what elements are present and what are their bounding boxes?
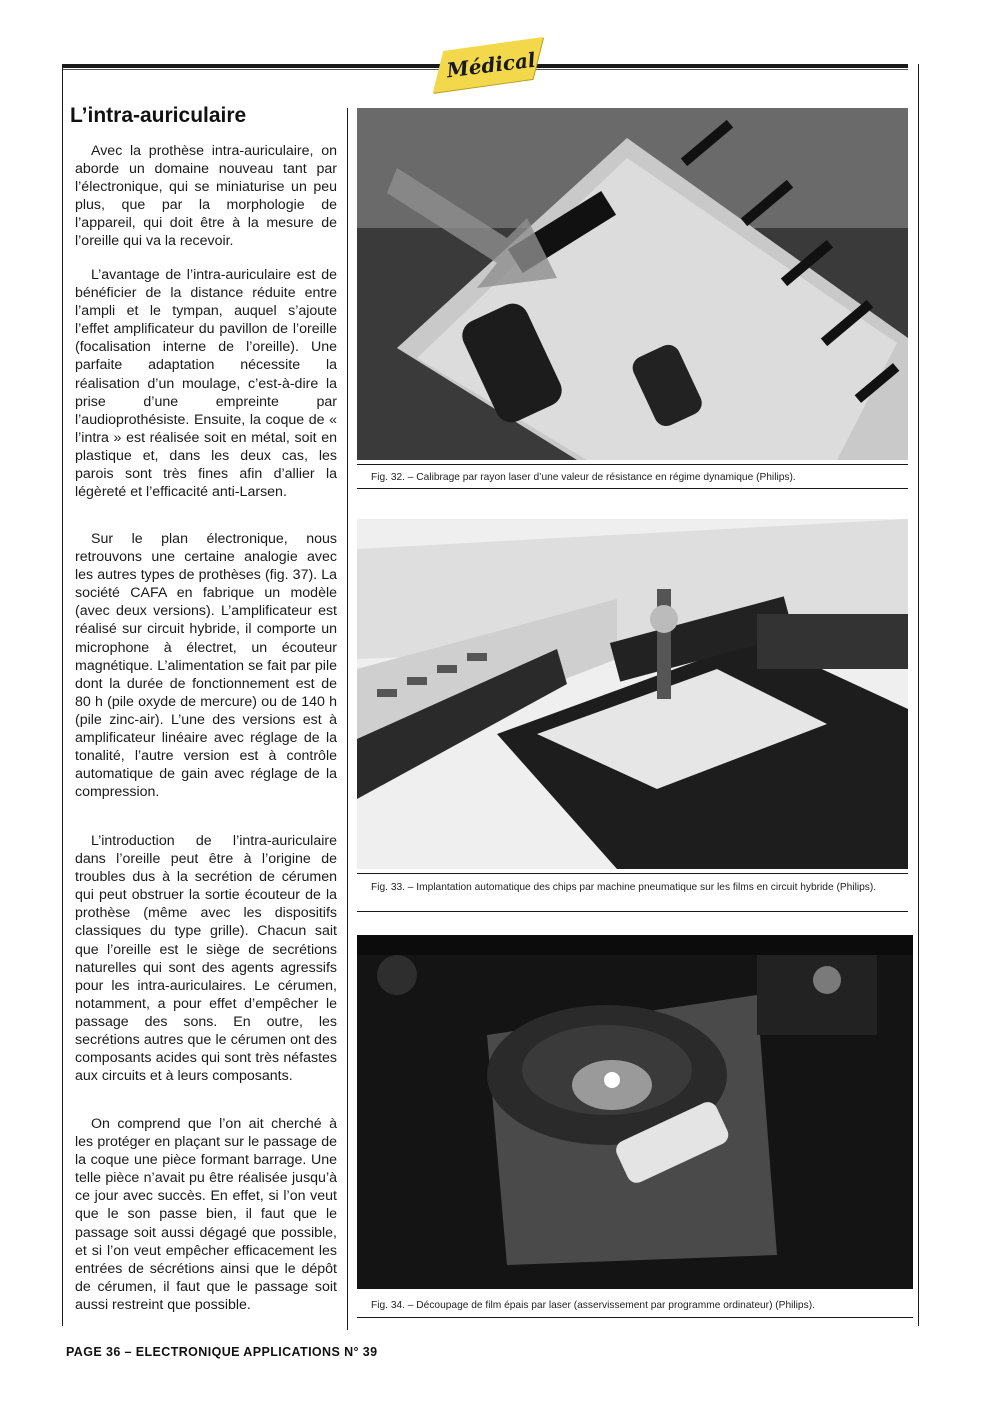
page-footer: PAGE 36 – ELECTRONIQUE APPLICATIONS N° 39 bbox=[66, 1345, 378, 1359]
paragraph-3: Sur le plan électronique, nous retrouvons une certaine analogie avec les autres types de prothèses (fig. 37). La société CAFA en fabrique un modèle (avec deux versions). L’amplificateur est réalisé sur circuit hybride, il comporte un microphone à électret, un écouteur magnétique. L’alimentation se fait par pile dont la durée de fonctionnement est de 80 h (pile oxyde de mercure) ou de 140 h (pile zinc-air). L’une des versions est à amplificateur linéaire avec réglage de la tonalité, l’autre version est à contrôle automatique de gain avec réglage de la compression. bbox=[75, 531, 337, 801]
left-margin-rule bbox=[62, 64, 63, 1326]
section-badge: Médical bbox=[445, 47, 537, 83]
figure-33-photo bbox=[357, 519, 908, 869]
figure-34-photo bbox=[357, 935, 913, 1289]
figure-32-caption: Fig. 32. – Calibrage par rayon laser d’une valeur de résistance en régime dynamique (Philips). bbox=[371, 472, 796, 483]
chip-placement-machine-illustration bbox=[357, 519, 908, 869]
right-margin-rule bbox=[918, 64, 919, 1326]
article-paragraph bbox=[75, 832, 337, 1085]
paragraph-4: L’introduction de l’intra-auriculaire dans l’oreille peut être à l’origine de troubles dus à la secrétion de cérumen qui peut obstruer la sortie écouteur de la prothèse (même avec les dispositifs classiques du type grille). Chacun sait que l’oreille est le siège de secrétions naturelles qui sont des agents agressifs pour les intra-auriculaires. Le cérumen, notamment, a pour effet d’empêcher le passage des sons. En outre, les secrétions autres que le cérumen ont des composants acides qui sont très néfastes aux circuits et à leurs composants. bbox=[75, 833, 337, 1085]
article-paragraph bbox=[75, 1115, 337, 1314]
paragraph-5: On comprend que l’on ait cherché à les protéger en plaçant sur le passage de la coque une pièce formant barrage. Une telle pièce n’avait pu être réalisée jusqu’à ce jour avec succès. En effet, si l’on veut que le son passe bien, il faut que le passage soit aussi dégagé que possible, et si l’on veut empêcher efficacement les entrées de sécrétions ainsi que le dépôt de cérumen, il faut que le passage soit aussi restreint que possible. bbox=[75, 1116, 337, 1313]
paragraph-1: Avec la prothèse intra-auriculaire, on aborde un domaine nouveau tant par l’électronique, qui se miniaturise un peu plus, que par la morphologie de l’appareil, qui doit être à la mesure de l’oreille qui va la recevoir. bbox=[75, 143, 337, 250]
article-paragraph bbox=[75, 530, 337, 801]
figure-32-caption-rule-top bbox=[357, 464, 908, 465]
figure-32-caption-rule-bottom bbox=[357, 488, 908, 489]
paragraph-2: L’avantage de l’intra-auriculaire est de bénéficier de la distance réduite entre l’ampli et le tympan, auquel s’ajoute l’effet amplificateur du pavillon de l’oreille (focalisation interne de l’oreille). Une parfaite adaptation nécessite la réalisation d’un moulage, c’est-à-dire la prise d’une empreinte par l’audioprothésiste. Ensuite, la coque de « l’intra » est réalisée soit en métal, soit en plastique et, dans les deux cas, les parois sont très fines afin d’allier la légèreté et l’efficacité anti-Larsen. bbox=[75, 267, 337, 501]
figure-34-caption: Fig. 34. – Découpage de film épais par laser (asservissement par programme ordinateur) (Philips). bbox=[371, 1300, 815, 1311]
column-divider-rule bbox=[347, 108, 348, 1330]
figure-32-photo bbox=[357, 108, 908, 460]
laser-film-cutting-illustration bbox=[357, 935, 913, 1289]
figure-33-caption-rule-bottom bbox=[357, 911, 908, 912]
article-paragraph bbox=[75, 142, 337, 251]
figure-34-caption-rule-bottom bbox=[357, 1317, 913, 1318]
figure-33-caption-rule-top bbox=[357, 873, 908, 874]
article-paragraph bbox=[75, 266, 337, 501]
article-title: L’intra-auriculaire bbox=[70, 104, 247, 127]
figure-33-caption: Fig. 33. – Implantation automatique des chips par machine pneumatique sur les films en circuit hybride (Philips). bbox=[371, 882, 877, 893]
laser-trim-resistor-illustration bbox=[357, 108, 908, 460]
